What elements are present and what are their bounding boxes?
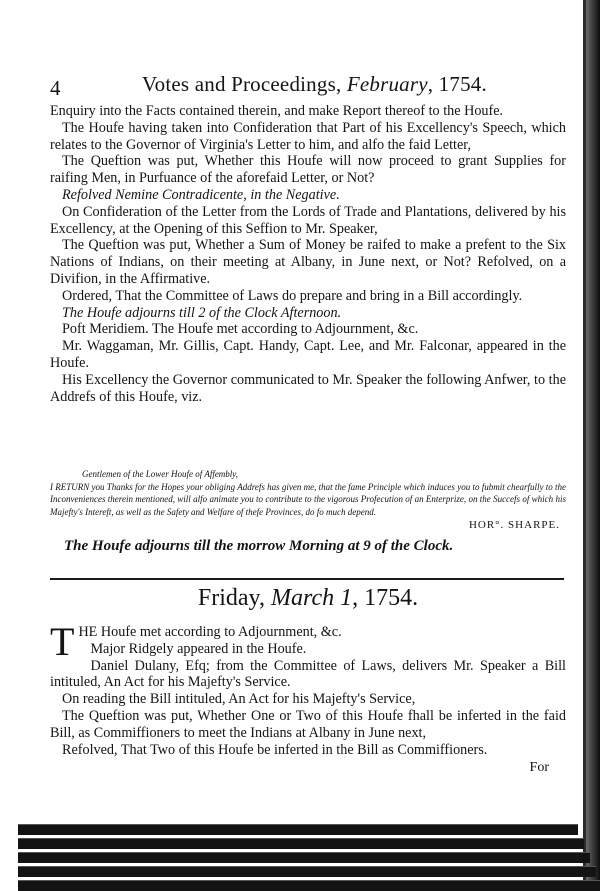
- running-header: [50, 72, 570, 102]
- paragraph: Enquiry into the Facts contained therein, and make Report thereof to the Houfe.: [50, 103, 504, 119]
- paragraph: On reading the Bill intituled, An Act for his Majefty's Service,: [62, 691, 416, 708]
- page-number: 4: [50, 76, 61, 100]
- page-edge-strip: [18, 838, 584, 849]
- paragraph: Ordered, That the Committee of Laws do prepare and bring in a Bill accordingly.: [62, 287, 523, 304]
- stacked-page-edges: [18, 820, 600, 890]
- paragraph: On Confideration of the Letter from the Lords of Trade and Plantations, delivered by his Excellency, at the Opening of this Seffion to Mr. Speaker,: [50, 203, 566, 237]
- paragraph: His Excellency the Governor communicated to Mr. Speaker the following Anfwer, to the Addrefs of this Houfe, viz.: [50, 371, 566, 405]
- running-title: Votes and Proceedings, February, 1754.: [142, 72, 487, 96]
- message-salutation: Gentlemen of the Lower Houfe of Affembly,: [82, 469, 239, 479]
- governor-message: [50, 468, 566, 518]
- section-2-text: [50, 619, 566, 758]
- section-1-text: [50, 103, 566, 405]
- paragraph: Refolved Nemine Contradicente, in the Negative.: [62, 186, 340, 203]
- paragraph: Mr. Waggaman, Mr. Gillis, Capt. Handy, Capt. Lee, and Mr. Falconar, appeared in the Houfe.: [50, 338, 566, 371]
- adjournment-line: The Houfe adjourns till 2 of the Clock Afternoon.: [62, 304, 342, 321]
- catchword: For: [529, 760, 549, 775]
- page-edge-line: [583, 0, 586, 890]
- page-edge-strip: [18, 824, 578, 835]
- paragraph: Refolved, That Two of this Houfe be inferted in the Bill as Commiffioners.: [62, 741, 488, 758]
- opening-paragraph: THE Houfe met according to Adjournment, &c.: [50, 619, 342, 664]
- adjournment-line: The Houfe adjourns till the morrow Morning at 9 of the Clock.: [64, 538, 454, 554]
- drop-cap: T: [50, 619, 75, 664]
- paragraph: Poft Meridiem. The Houfe met according to Adjournment, &c.: [62, 321, 419, 338]
- paragraph: Daniel Dulany, Efq; from the Committee of Laws, delivers Mr. Speaker a Bill intituled, An Act for his Majefty's Service.: [50, 657, 566, 691]
- page-edge-strip: [18, 852, 590, 863]
- day-heading: Friday, March 1, 1754.: [197, 585, 419, 611]
- scan-dark-edge: [586, 0, 600, 890]
- paragraph: The Queftion was put, Whether a Sum of Money be raifed to make a prefent to the Six Nations of Indians, on their meeting at Albany, in June next, or Not? Refolved, on a Divifion, in the Affirmative.: [50, 237, 566, 287]
- paragraph: Major Ridgely appeared in the Houfe.: [90, 640, 307, 657]
- page-edge-strip: [18, 866, 596, 877]
- paragraph: The Queftion was put, Whether One or Two of this Houfe fhall be inferted in the faid Bill, as Commiffioners to meet the Indians at Albany in June next,: [50, 707, 566, 741]
- page-edge-strip: [18, 880, 600, 891]
- paragraph: The Queftion was put, Whether this Houfe will now proceed to grant Supplies for raifing Men, in Purfuance of the aforefaid Letter, or Not?: [50, 153, 566, 187]
- paragraph: The Houfe having taken into Confideration that Part of his Excellency's Speech, which relates to the Governor of Virginia's Letter to him, and alfo the faid Letter,: [50, 119, 566, 153]
- section-divider: [50, 578, 564, 580]
- message-body: I RETURN you Thanks for the Hopes your obliging Addrefs has given me, that the fame Principle which induces you to fubmit chearfully to the Inconveniences therein mentioned, will alfo animate you to contribute to the vigorous Profecution of an Enterprize, on the Succefs of which his Majefty's Intereft, as well as the Safety and Welfare of thefe Provinces, do fo much depend.: [50, 481, 566, 517]
- signature: HOR°. SHARPE.: [468, 519, 560, 531]
